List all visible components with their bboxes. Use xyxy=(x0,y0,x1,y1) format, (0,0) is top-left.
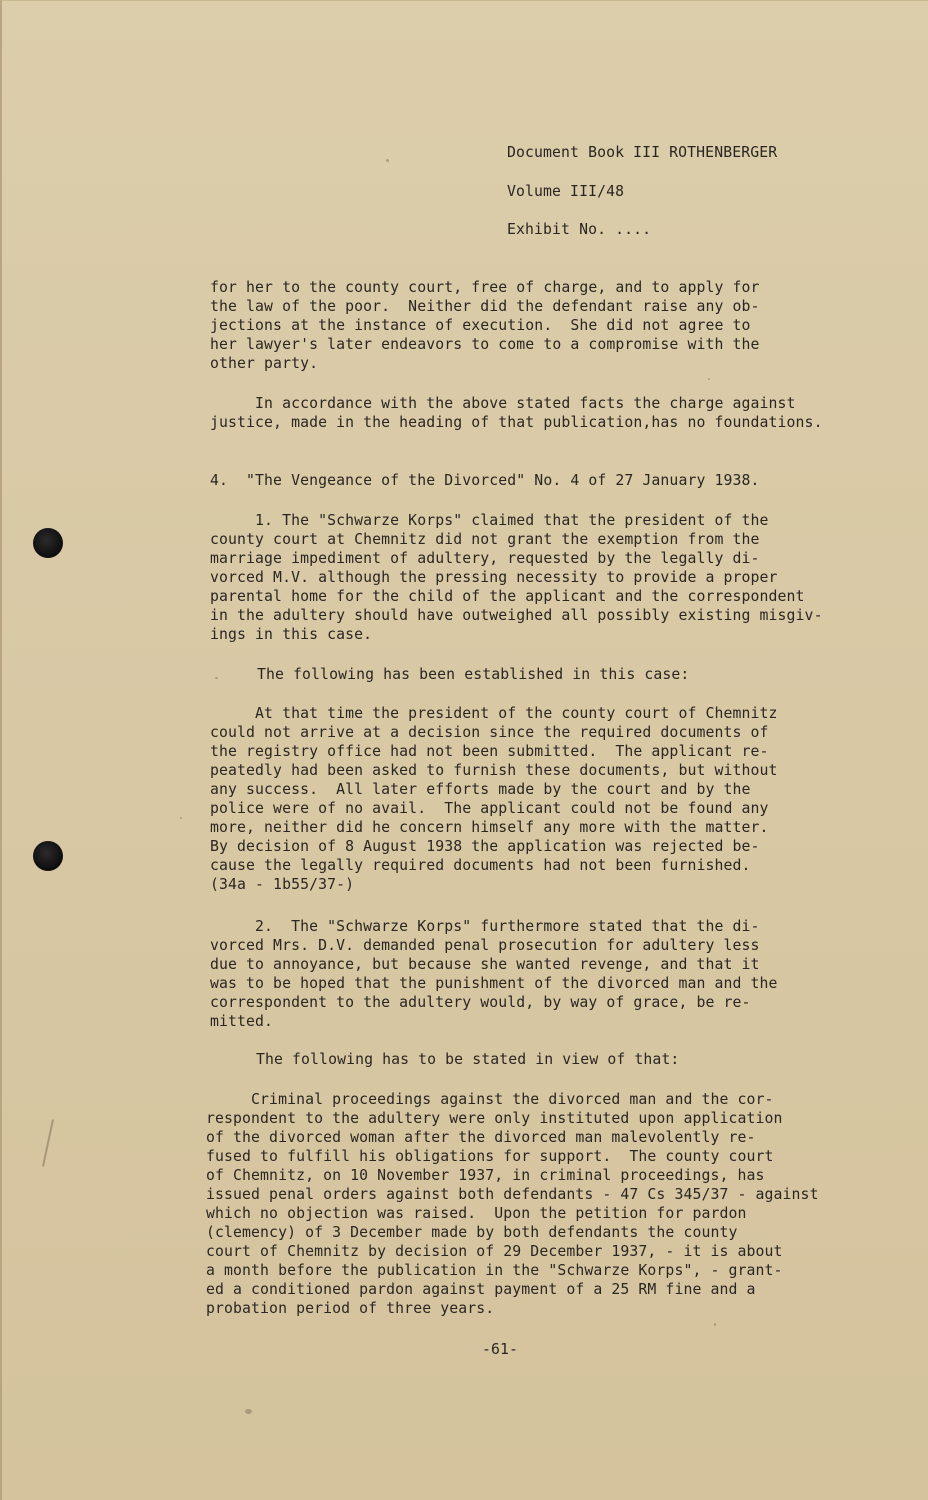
paragraph-claim-2: 2. The "Schwarze Korps" furthermore stated that the di- vorced Mrs. D.V. demanded penal prosecution for adultery less due to annoyance, but because she wanted revenge, and that it was to be hoped that the punishment of the divorced man and the correspondent to the adultery would, by way of grace, be re- mitted. xyxy=(210,918,778,1030)
paragraph-claim-1: 1. The "Schwarze Korps" claimed that the president of the county court at Chemnitz did not grant the exemption from the marriage impediment of adultery, requested by the legally di- vorced M.V. although the pressing necessity to provide a proper parental home for the child of the applicant and the correspondent in the adultery should have outweighed all possibly existing misgiv- ings in this case. xyxy=(210,512,823,643)
paragraph-established-intro: The following has been established in this case: xyxy=(257,666,690,683)
exhibit-heading: Exhibit No. .... xyxy=(507,221,652,238)
paragraph-county-court: for her to the county court, free of charge, and to apply for the law of the poor. Neither did the defendant raise any ob- jections at the instance of execution. She did not agree to her lawyer's later endeavors to come to a compromise with the other party. xyxy=(210,279,760,372)
punch-hole-top xyxy=(33,528,63,558)
document-book-heading: Document Book III ROTHENBERGER xyxy=(507,144,778,161)
punch-hole-bottom xyxy=(33,841,63,871)
paragraph-established-facts: At that time the president of the county court of Chemnitz could not arrive at a decision since the required documents of the registry office had not been submitted. The applicant re- peatedly had been asked to furnish these documents, but without any success. All later efforts made by the court and by the police were of no avail. The applicant could not be found any more, neither did he concern himself any more with the matter. By decision of 8 August 1938 the application was rejected be- cause the legally required documents had not been furnished. (34a - 1b55/37-) xyxy=(210,705,778,893)
paper-scratch xyxy=(42,1119,54,1166)
page-number: -61- xyxy=(482,1341,519,1358)
paper-speck xyxy=(714,1323,716,1326)
section-heading-vengeance: 4. "The Vengeance of the Divorced" No. 4 of 27 January 1938. xyxy=(210,472,760,489)
paper-speck xyxy=(180,817,182,819)
volume-heading: Volume III/48 xyxy=(507,183,625,200)
paragraph-criminal-proceedings: Criminal proceedings against the divorced man and the cor- respondent to the adultery were only instituted upon application of the divorced woman after the divorced man malevolently re- fused to fulfill his obligations for support. The county court of Chemnitz, on 10 November 1937, in criminal proceedings, has issued penal orders against both defendants - 47 Cs 345/37 - against which no objection was raised. Upon the petition for pardon (clemency) of 3 December made by both defendants the county court of Chemnitz by decision of 29 December 1937, - it is about a month before the publication in the "Schwarze Korps", - grant- ed a conditioned pardon against payment of a 25 RM fine and a probation period of three years. xyxy=(206,1091,819,1317)
paper-speck xyxy=(215,677,218,679)
paper-speck xyxy=(708,378,710,380)
paragraph-stated-intro: The following has to be stated in view of that: xyxy=(256,1051,680,1068)
paper-speck xyxy=(386,159,389,162)
paragraph-charge-conclusion: In accordance with the above stated facts the charge against justice, made in the heading of that publication,has no foundations. xyxy=(210,395,823,431)
paper-speck xyxy=(245,1409,252,1414)
